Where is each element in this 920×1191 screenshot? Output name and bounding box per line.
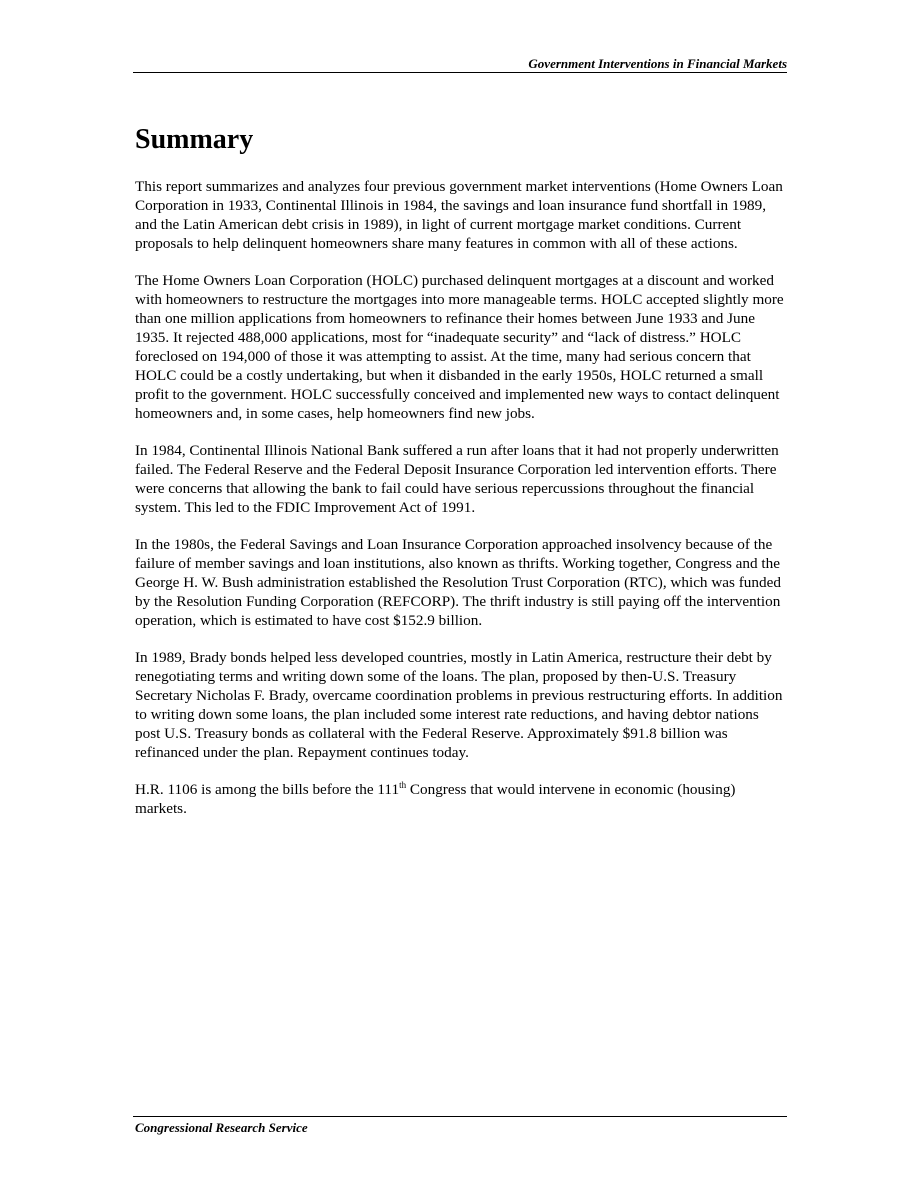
running-header: Government Interventions in Financial Markets <box>528 56 787 71</box>
paragraph-savings-and-loan: In the 1980s, the Federal Savings and Loan Insurance Corporation approached insolvency because of the failure of member savings and loan institutions, also known as thrifts. Working together, Congress and the George H. W. Bush administration established the Resolution Trust Corporation (RTC), which was funded by the Resolution Funding Corporation (REFCORP). The thrift industry is still paying off the intervention operation, which is estimated to have cost $152.9 billion. <box>135 536 781 629</box>
header-rule <box>133 72 787 73</box>
paragraph-brady-bonds: In 1989, Brady bonds helped less developed countries, mostly in Latin America, restructure their debt by renegotiating terms and writing down some of the loans. The plan, proposed by then-U.S. Treasury Secretary Nicholas F. Brady, overcame coordination problems in previous restructuring efforts. In addition to writing down some loans, the plan included some interest rate reductions, and having debtor nations post U.S. Treasury bonds as collateral with the Federal Reserve. Approximately $91.8 billion was refinanced under the plan. Repayment continues today. <box>135 649 783 761</box>
hr-1106-text-before: H.R. 1106 is among the bills before the 111 <box>135 781 400 798</box>
ordinal-superscript: th <box>399 779 407 790</box>
paragraph-overview: This report summarizes and analyzes four previous government market interventions (Home Owners Loan Corporation in 1933, Continental Illinois in 1984, the savings and loan insurance fund shortfall in 1989, and the Latin American debt crisis in 1989), in light of current mortgage market conditions. Current proposals to help delinquent homeowners share many features in common with all of these actions. <box>135 178 783 252</box>
paragraph-holc: The Home Owners Loan Corporation (HOLC) purchased delinquent mortgages at a discount and worked with homeowners to restructure the mortgages into more manageable terms. HOLC accepted slightly more than one million applications from homeowners to refinance their homes between June 1933 and June 1935. It rejected 488,000 applications, most for “inadequate security” and “lack of distress.” HOLC foreclosed on 194,000 of those it was attempting to assist. At the time, many had serious concern that HOLC could be a costly undertaking, but when it disbanded in the early 1950s, HOLC returned a small profit to the government. HOLC successfully conceived and implemented new ways to contact delinquent homeowners and, in some cases, help homeowners find new jobs. <box>135 272 784 422</box>
paragraph-continental-illinois: In 1984, Continental Illinois National Bank suffered a run after loans that it had not properly underwritten failed. The Federal Reserve and the Federal Deposit Insurance Corporation led intervention efforts. There were concerns that allowing the bank to fail could have serious repercussions throughout the financial system. This led to the FDIC Improvement Act of 1991. <box>135 442 779 516</box>
footer-rule <box>133 1116 787 1117</box>
running-footer: Congressional Research Service <box>135 1120 308 1135</box>
page-title: Summary <box>135 124 254 155</box>
summary-body <box>135 177 787 836</box>
paragraph-hr-1106 <box>135 780 787 818</box>
hr-1106-text-after: Congress that would intervene in economic (housing) markets. <box>135 781 736 817</box>
